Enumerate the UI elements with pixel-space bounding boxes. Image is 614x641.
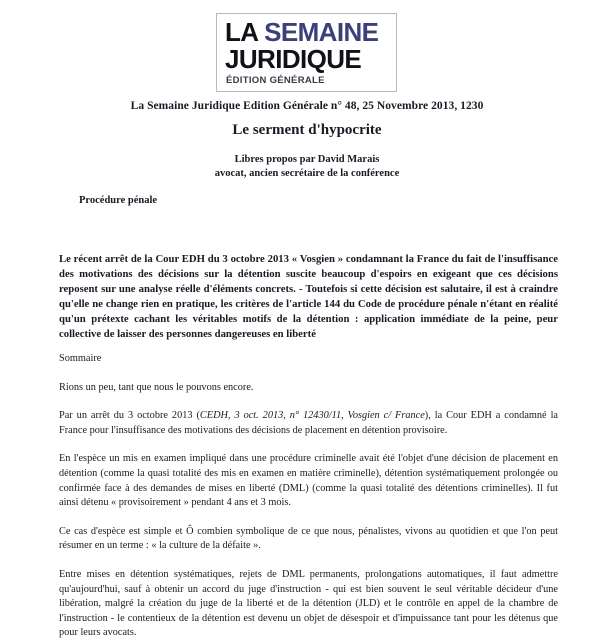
rubric-label: Procédure pénale — [79, 195, 158, 206]
byline-role: avocat, ancien secrétaire de la conférence — [214, 168, 400, 179]
paragraph-arret-suffix: ), la Cour EDH a condamné la France pour l'insuffisance des motivations des décisions de placement en détention provisoire. — [59, 410, 559, 436]
logo-line-one — [225, 19, 396, 46]
paragraph-espece: En l'espèce un mis en examen impliqué dans une procédure criminelle avait été l'objet d'une décision de placement en détention (comme la quasi totalité des mis en examen en matière criminelle), détention systématiquement prolongée ou confirmée face à des demandes de mises en liberté (DML) (comme la quasi totalité des détentions criminelles). Il fut ainsi détenu « provisoirement » pendant 4 ans et 3 mois. — [59, 453, 558, 509]
logo-word-semaine: SEMAINE — [264, 17, 379, 47]
sommaire-label: Sommaire — [59, 353, 102, 364]
paragraph-entre-mises: Entre mises en détention systématiques, rejets de DML permanents, prolongations automatiques, il faut admettre qu'aujourd'hui, sauf à obtenir un accord du juge d'instruction - qui est bien souvent le seul véritable décideur d'une libération, malgré la création du juge de la liberté et de la détention (JLD) et le contrôle en appel de la chambre de l'instruction - le contentieux de la détention est devenu un objet de désespoir et d'impuissance tant pour les détenus que pour leurs avocats. — [59, 568, 558, 639]
article-body — [59, 352, 558, 641]
byline — [0, 153, 614, 181]
paragraph-rions: Rions un peu, tant que nous le pouvons encore. — [59, 381, 254, 393]
paragraph-arret — [59, 409, 558, 438]
paragraph-arret-prefix: Par un arrêt du 3 octobre 2013 ( — [59, 410, 200, 422]
lead-paragraph: Le récent arrêt de la Cour EDH du 3 octobre 2013 « Vosgien » condamnant la France du fait de l'insuffisance des motivations des décisions sur la détention suscite beaucoup d'espoirs en exigeant que ces décisions reposent sur une analyse réelle d'éléments concrets. - Toutefois si cette décision est salutaire, il est à craindre qu'elle ne change rien en pratique, les critères de l'article 144 du Code de procédure pénale n'étant en réalité qu'un prétexte cachant les véritables motifs de la détention : application immédiate de la peine, peur collective de laisser des personnes dangereuses en liberté — [59, 253, 558, 341]
logo-word-juridique: JURIDIQUE — [225, 44, 362, 74]
issue-reference-line: La Semaine Juridique Edition Générale n° 48, 25 Novembre 2013, 1230 — [130, 100, 484, 112]
byline-author: Libres propos par David Marais — [234, 154, 380, 165]
logo-subtitle-edition-generale: ÉDITION GÉNÉRALE — [226, 75, 325, 86]
case-citation: CEDH, 3 oct. 2013, n° 12430/11, Vosgien c/ France — [199, 410, 425, 422]
paragraph-cas-despece: Ce cas d'espèce est simple et Ô combien symbolique de ce que nous, pénalistes, vivons au quotidien et que l'on peut résumer en un terme : « la culture de la défaite ». — [59, 525, 558, 552]
logo-word-la: LA — [225, 17, 265, 47]
page-title: Le serment d'hypocrite — [232, 122, 382, 138]
publication-logo — [216, 13, 397, 92]
